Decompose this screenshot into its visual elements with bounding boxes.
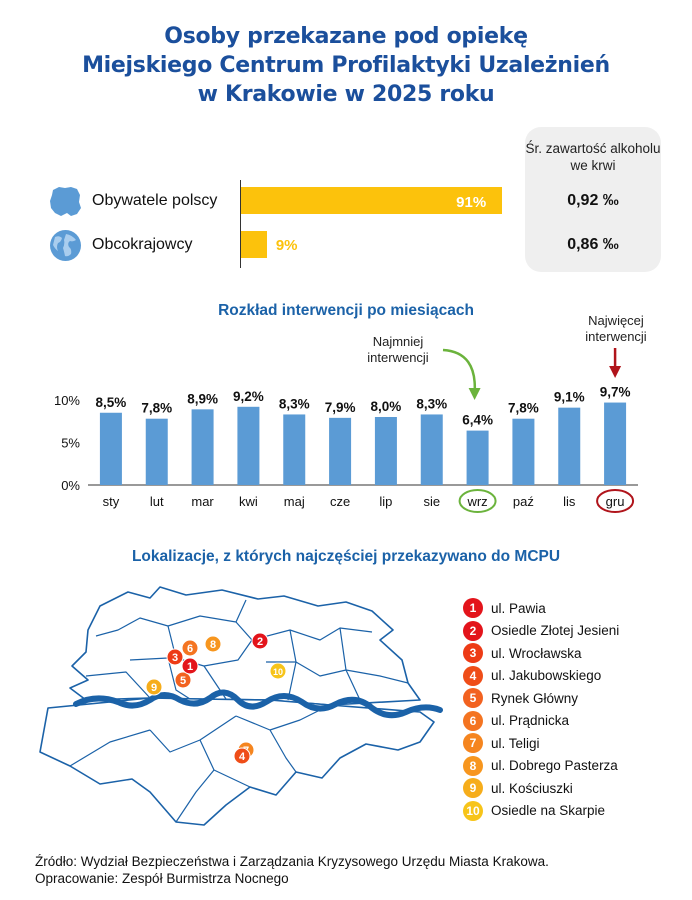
legend-item-9 [463,778,573,798]
x-tick-label-sty: sty [102,494,120,509]
legend-number: 8 [463,756,483,776]
legend-label: ul. Prądnicka [491,713,570,728]
data-label-lut: 7,8% [141,400,173,416]
title-line-1: Osoby przekazane pod opiekę [164,24,528,49]
data-label-kwi: 9,2% [233,388,264,404]
legend-label: Rynek Główny [491,690,579,706]
bac-header: Śr. zawartość alkoholu we krwi [525,141,661,173]
bar-value-foreign: 9% [275,237,298,254]
y-tick-label: 10% [53,393,80,408]
data-label-sie: 8,3% [416,396,448,412]
bar-sie [421,414,443,485]
x-tick-label-lut: lut [149,494,164,509]
legend-label: ul. Wrocławska [491,645,582,661]
krakow-map [30,580,450,840]
bar-lut [146,419,168,485]
legend-item-6 [463,711,569,731]
title-line-3: w Krakowie w 2025 roku [197,82,495,107]
y-tick-label: 5% [61,435,80,451]
data-label-gru: 9,7% [599,384,631,400]
legend-number: 3 [463,643,483,663]
x-tick-label-paź: paź [512,494,534,509]
map-marker-5 [175,672,191,688]
map-marker-10 [270,663,286,679]
legend-number: 6 [463,711,483,731]
legend-label: ul. Teligi [491,735,540,751]
bar-cze [329,418,351,485]
legend-item-7 [463,733,540,753]
map-marker-1 [182,658,198,674]
legend-label: ul. Dobrego Pasterza [491,758,618,773]
legend-number: 9 [463,778,483,798]
legend-number: 4 [463,666,483,686]
bar-gru [604,403,626,485]
map-marker-9 [146,679,162,695]
poland-map-icon [47,184,83,220]
x-tick-label-cze: cze [329,494,351,509]
x-tick-label-gru: gru [605,494,625,509]
legend-item-2 [463,621,619,641]
bac-value-polish: 0,92 ‰ [567,192,619,209]
title-line-2: Miejskiego Centrum Profilaktyki Uzależnień [82,53,610,78]
svg-text:2: 2 [256,636,264,648]
svg-text:8: 8 [209,639,217,651]
district-outline-north [70,587,420,705]
x-tick-label-kwi: kwi [239,494,258,509]
x-tick-label-sie: sie [423,494,441,509]
data-label-maj: 8,3% [278,396,310,412]
y-tick-label: 0% [61,478,80,493]
svg-text:5: 5 [179,675,187,687]
page-title [0,22,692,109]
data-label-lip: 8,0% [370,399,402,414]
legend-number: 1 [463,598,483,618]
map-marker-2 [252,633,268,649]
legend-number: 5 [463,688,483,708]
bar-value-polish: 91% [456,194,487,211]
chart-title: Rozkład interwencji po miesiącach [218,302,474,319]
legend-number: 10 [463,801,483,821]
x-tick-label-lis: lis [563,494,576,509]
source-note [35,853,549,887]
bar-maj [283,414,305,485]
source-line-1: Źródło: Wydział Bezpieczeństwa i Zarządzania Kryzysowego Urzędu Miasta Krakowa. [35,854,549,869]
svg-text:9: 9 [150,682,158,694]
legend-number: 2 [463,621,483,641]
bar-sty [100,413,122,485]
data-label-mar: 8,9% [187,391,218,407]
legend-item-10 [463,801,605,821]
map-marker-3 [167,649,183,665]
legend-label: ul. Jakubowskiego [491,668,602,683]
data-label-lis: 9,1% [553,389,585,405]
annotation-min: Najmniej interwencji [367,334,429,365]
data-label-paź: 7,8% [508,400,539,416]
legend-label: Osiedle na Skarpie [491,803,606,818]
map-marker-4 [234,748,250,764]
monthly-chart [0,330,692,530]
legend-label: ul. Pawia [491,600,546,616]
map-marker-6 [182,640,198,656]
legend-item-4 [463,666,601,686]
data-label-sty: 8,5% [95,394,127,410]
source-line-2: Opracowanie: Zespół Burmistrza Nocnego [35,871,289,886]
svg-text:3: 3 [171,652,179,664]
bar-kwi [237,407,259,485]
x-tick-label-mar: mar [191,494,214,509]
legend-item-8 [463,756,618,776]
legend-label: Osiedle Złotej Jesieni [491,623,620,638]
svg-text:4: 4 [238,751,246,763]
row-label-polish: Obywatele polscy [92,192,218,209]
x-tick-label-lip: lip [379,494,393,509]
x-tick-label-wrz: wrz [467,494,488,509]
bac-value-foreign: 0,86 ‰ [567,236,619,253]
bar-lip [375,417,397,485]
svg-text:10: 10 [272,667,284,677]
legend-item-1 [463,598,546,618]
bar-lis [558,408,580,485]
legend-item-3 [463,643,582,663]
annotation-max: Najwięcej interwencji [585,313,647,344]
map-marker-8 [205,636,221,652]
legend-label: ul. Kościuszki [491,780,573,796]
legend-item-5 [463,688,578,708]
bar-foreign [241,231,267,258]
svg-text:1: 1 [186,661,194,673]
globe-icon [49,229,82,262]
bar-paź [512,419,534,485]
data-label-cze: 7,9% [324,399,356,415]
arrow-min [443,350,475,394]
arrow-head-min [469,388,481,400]
x-tick-label-maj: maj [283,494,305,509]
bar-wrz [467,431,489,485]
arrow-head-max [609,366,621,378]
data-label-wrz: 6,4% [462,412,493,428]
legend-number: 7 [463,733,483,753]
svg-text:6: 6 [186,643,194,655]
locations-title: Lokalizacje, z których najczęściej przekazywano do MCPU [131,548,561,565]
bar-mar [192,409,214,485]
row-label-foreign: Obcokrajowcy [92,236,193,253]
